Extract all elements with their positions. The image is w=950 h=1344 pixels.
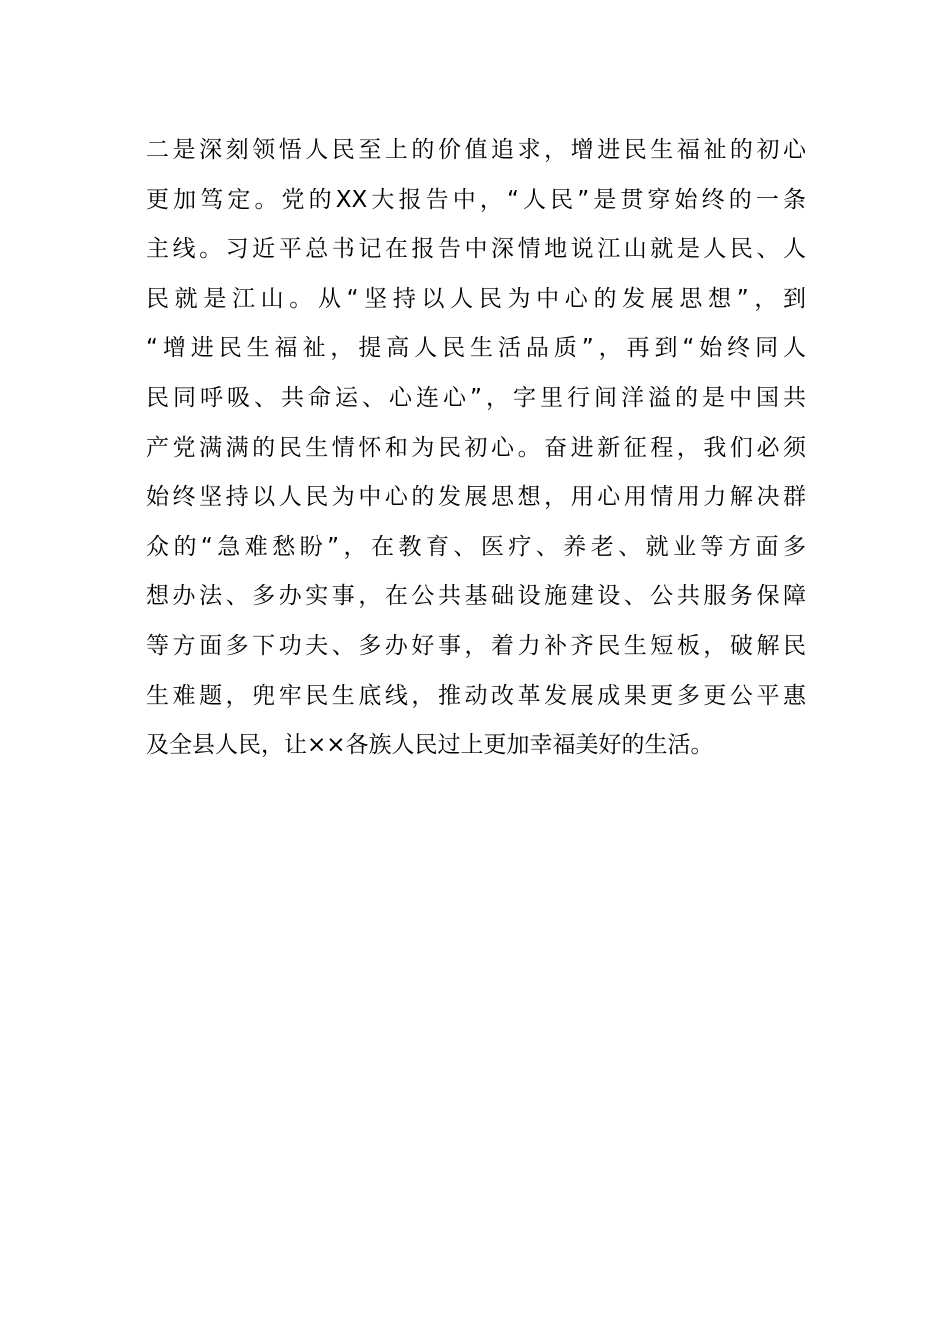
paragraph-line: 生难题，兜牢民生底线，推动改革发展成果更多更公平惠 bbox=[146, 682, 806, 709]
paragraph-line: “增进民生福祉，提高人民生活品质”，再到“始终同人 bbox=[146, 335, 806, 362]
body-paragraph bbox=[146, 126, 806, 771]
paragraph-line: 民同呼吸、共命运、心连心”，字里行间洋溢的是中国共 bbox=[146, 384, 806, 411]
paragraph-line: 想办法、多办实事，在公共基础设施建设、公共服务保障 bbox=[146, 583, 806, 610]
paragraph-line: 等方面多下功夫、多办好事，着力补齐民生短板，破解民 bbox=[146, 632, 806, 659]
paragraph-line: 民就是江山。从“坚持以人民为中心的发展思想”，到 bbox=[146, 285, 806, 312]
paragraph-line: 主线。习近平总书记在报告中深情地说江山就是人民、人 bbox=[146, 236, 806, 263]
paragraph-line: 二是深刻领悟人民至上的价值追求，增进民生福祉的初心 bbox=[146, 137, 806, 163]
paragraph-line: 始终坚持以人民为中心的发展思想，用心用情用力解决群 bbox=[146, 484, 806, 511]
paragraph-line: 更加笃定。党的XX大报告中，“人民”是贯穿始终的一条 bbox=[146, 186, 806, 213]
paragraph-line: 产党满满的民生情怀和为民初心。奋进新征程，我们必须 bbox=[146, 434, 806, 461]
paragraph-line: 及全县人民，让××各族人民过上更加幸福美好的生活。 bbox=[146, 732, 714, 759]
paragraph-line: 众的“急难愁盼”，在教育、医疗、养老、就业等方面多 bbox=[146, 533, 806, 560]
